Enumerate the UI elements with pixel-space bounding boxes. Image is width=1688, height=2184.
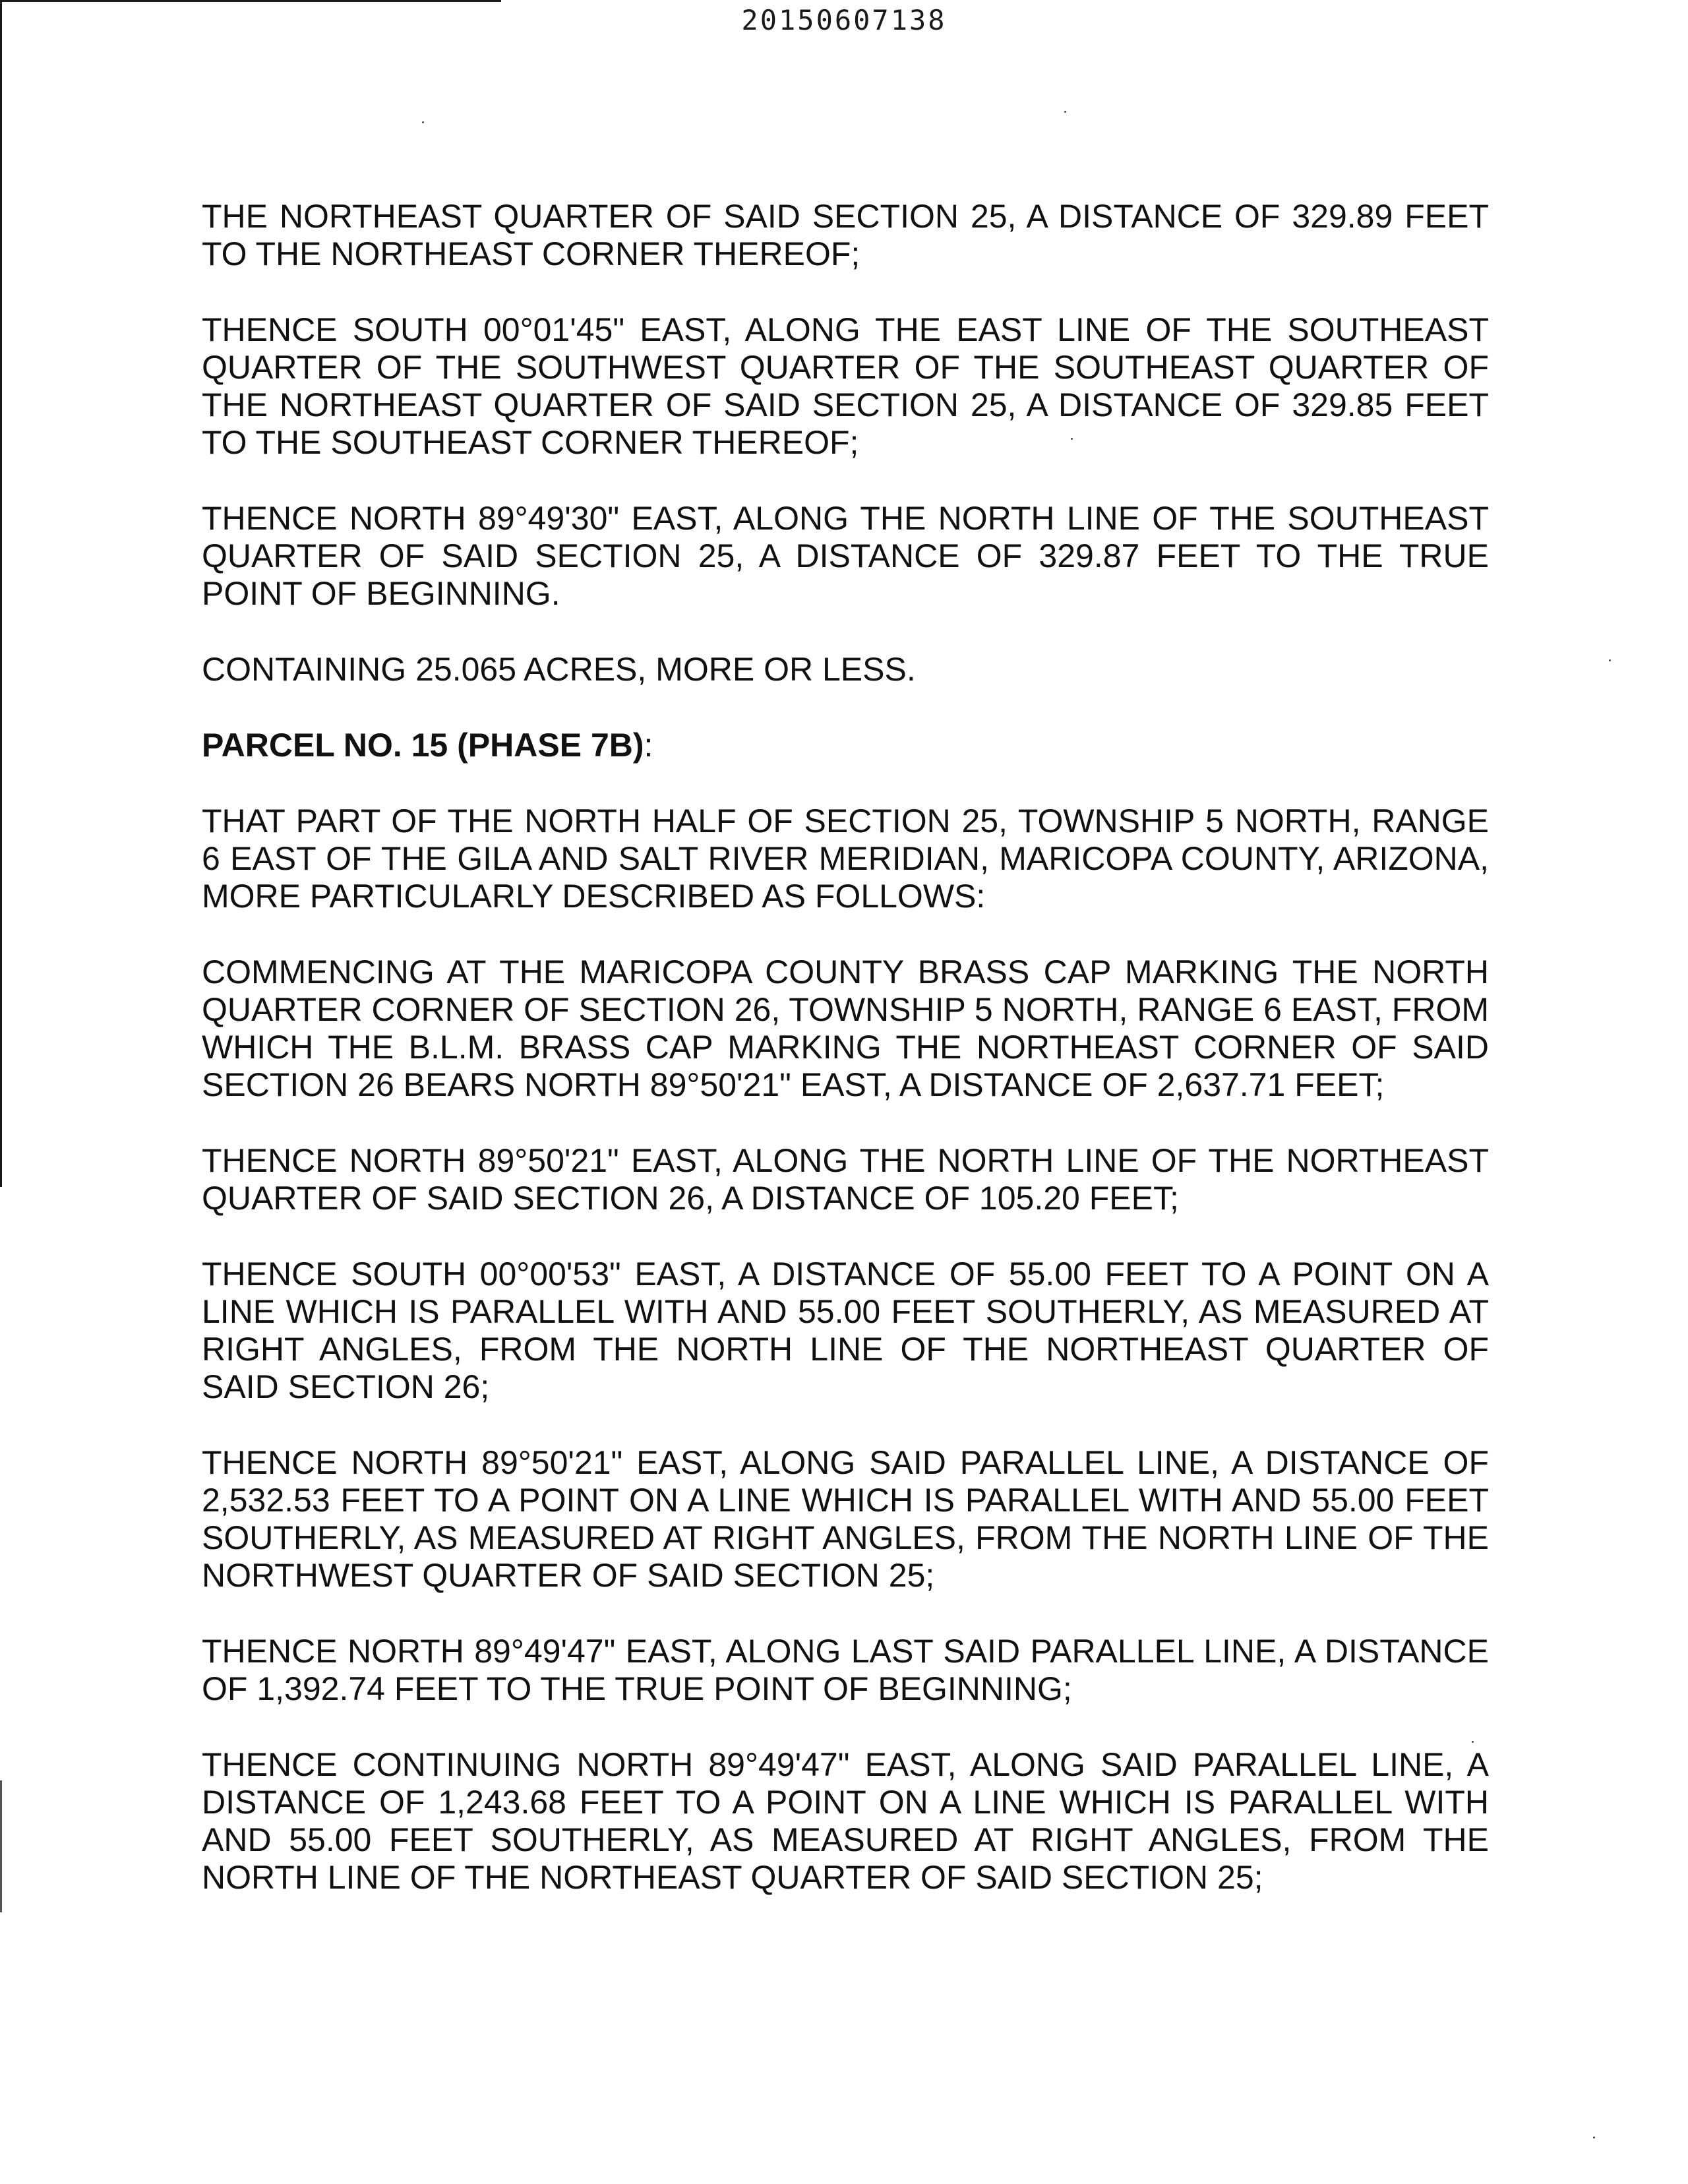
document-body	[202, 198, 1489, 1935]
scan-border-left	[0, 0, 2, 1187]
document-number: 20150607138	[741, 4, 947, 36]
parcel-paragraph: THENCE NORTH 89°49'47" EAST, ALONG LAST SAID PARALLEL LINE, A DISTANCE OF 1,392.74 FEET TO THE TRUE POINT OF BEGINNING;	[202, 1633, 1489, 1707]
parcel-paragraph: THAT PART OF THE NORTH HALF OF SECTION 25, TOWNSHIP 5 NORTH, RANGE 6 EAST OF THE GILA AND SALT RIVER MERIDIAN, MARICOPA COUNTY, ARIZONA, MORE PARTICULARLY DESCRIBED AS FOLLOWS:	[202, 803, 1489, 915]
scan-border-left-lower	[0, 1780, 2, 1912]
parcel-heading: PARCEL NO. 15 (PHASE 7B)	[202, 727, 644, 764]
parcel-heading-colon: :	[644, 727, 653, 764]
scan-speck	[1593, 2137, 1595, 2138]
scan-speck	[1064, 111, 1066, 113]
scan-speck	[422, 121, 424, 123]
parcel-paragraph: THENCE NORTH 89°50'21" EAST, ALONG SAID PARALLEL LINE, A DISTANCE OF 2,532.53 FEET TO A POINT ON A LINE WHICH IS PARALLEL WITH AND 55.00 FEET SOUTHERLY, AS MEASURED AT RIGHT ANGLES, FROM THE NORTH LINE OF THE NORTHWEST QUARTER OF SAID SECTION 25;	[202, 1444, 1489, 1594]
paragraph: THE NORTHEAST QUARTER OF SAID SECTION 25, A DISTANCE OF 329.89 FEET TO THE NORTHEAST CORNER THEREOF;	[202, 198, 1489, 272]
paragraph: THENCE NORTH 89°49'30" EAST, ALONG THE NORTH LINE OF THE SOUTHEAST QUARTER OF SAID SECTION 25, A DISTANCE OF 329.87 FEET TO THE TRUE POINT OF BEGINNING.	[202, 500, 1489, 612]
parcel-paragraph: THENCE CONTINUING NORTH 89°49'47" EAST, ALONG SAID PARALLEL LINE, A DISTANCE OF 1,243.68 FEET TO A POINT ON A LINE WHICH IS PARALLEL WITH AND 55.00 FEET SOUTHERLY, AS MEASURED AT RIGHT ANGLES, FROM THE NORTH LINE OF THE NORTHEAST QUARTER OF SAID SECTION 25;	[202, 1746, 1489, 1896]
paragraph: THENCE SOUTH 00°01'45" EAST, ALONG THE EAST LINE OF THE SOUTHEAST QUARTER OF THE SOUTHWEST QUARTER OF THE SOUTHEAST QUARTER OF THE NORTHEAST QUARTER OF SAID SECTION 25, A DISTANCE OF 329.85 FEET TO THE SOUTHEAST CORNER THEREOF;	[202, 311, 1489, 461]
scan-speck	[1609, 659, 1611, 661]
parcel-heading-line	[202, 727, 1489, 764]
scan-border-top	[0, 0, 501, 2]
parcel-paragraph: THENCE SOUTH 00°00'53" EAST, A DISTANCE OF 55.00 FEET TO A POINT ON A LINE WHICH IS PARALLEL WITH AND 55.00 FEET SOUTHERLY, AS MEASURED AT RIGHT ANGLES, FROM THE NORTH LINE OF THE NORTHEAST QUARTER OF SAID SECTION 26;	[202, 1256, 1489, 1405]
parcel-paragraph: COMMENCING AT THE MARICOPA COUNTY BRASS CAP MARKING THE NORTH QUARTER CORNER OF SECTION 26, TOWNSHIP 5 NORTH, RANGE 6 EAST, FROM WHICH THE B.L.M. BRASS CAP MARKING THE NORTHEAST CORNER OF SAID SECTION 26 BEARS NORTH 89°50'21" EAST, A DISTANCE OF 2,637.71 FEET;	[202, 954, 1489, 1103]
paragraph: CONTAINING 25.065 ACRES, MORE OR LESS.	[202, 651, 916, 688]
parcel-paragraph: THENCE NORTH 89°50'21" EAST, ALONG THE NORTH LINE OF THE NORTHEAST QUARTER OF SAID SECTION 26, A DISTANCE OF 105.20 FEET;	[202, 1142, 1489, 1217]
